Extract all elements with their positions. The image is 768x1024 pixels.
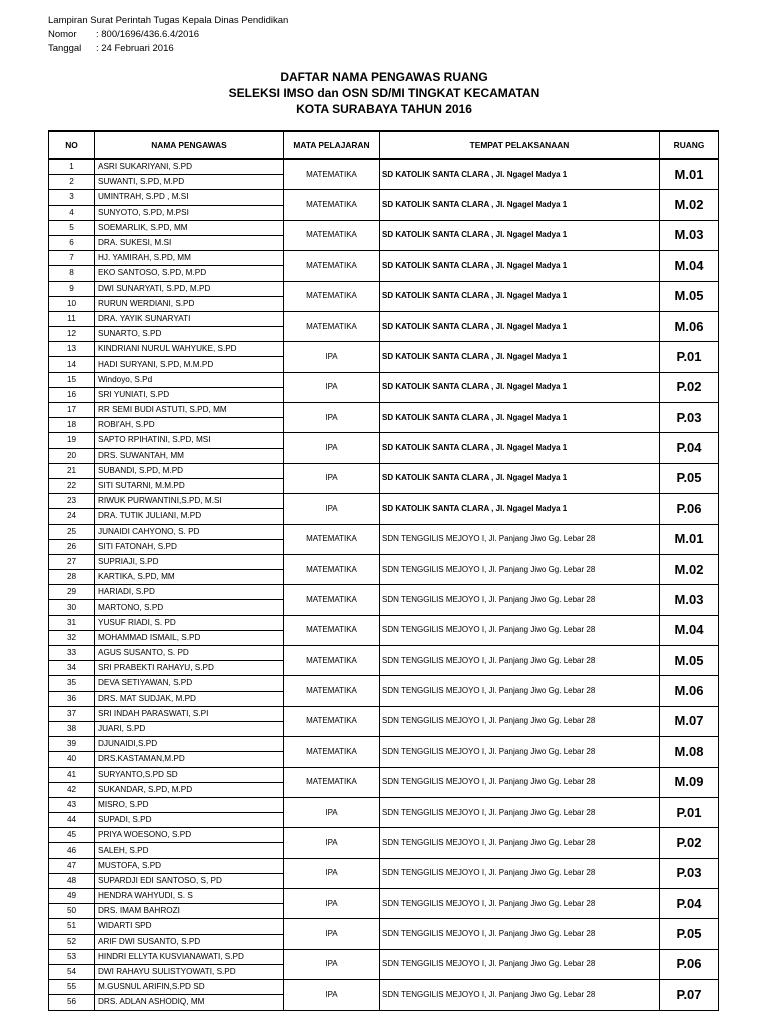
row-number: 43 [49,797,95,812]
tempat-pelaksanaan: SD KATOLIK SANTA CLARA , Jl. Ngagel Madya 1 [380,190,660,220]
ruang-code: P.05 [660,919,719,949]
pengawas-name: DRS. SUWANTAH, MM [95,448,284,463]
row-number: 20 [49,448,95,463]
row-number: 39 [49,737,95,752]
row-number: 8 [49,266,95,281]
row-number: 30 [49,600,95,615]
lampiran-text: Lampiran Surat Perintah Tugas Kepala Dinas Pendidikan [48,15,289,26]
row-number: 53 [49,949,95,964]
pengawas-name: JUARI, S.PD [95,721,284,736]
tempat-pelaksanaan: SDN TENGGILIS MEJOYO I, Jl. Panjang Jiwo Gg. Lebar 28 [380,646,660,676]
ruang-code: M.07 [660,706,719,736]
row-number: 14 [49,357,95,372]
mata-pelajaran: IPA [284,919,380,949]
pengawas-name: SRI PRABEKTI RAHAYU, S.PD [95,661,284,676]
table-row [49,767,719,782]
mata-pelajaran: MATEMATIKA [284,676,380,706]
row-number: 13 [49,342,95,357]
row-number: 52 [49,934,95,949]
row-number: 47 [49,858,95,873]
row-number: 35 [49,676,95,691]
pengawas-name: PRIYA WOESONO, S.PD [95,828,284,843]
tempat-pelaksanaan: SD KATOLIK SANTA CLARA , Jl. Ngagel Madya 1 [380,494,660,524]
pengawas-name: HINDRI ELLYTA KUSVIANAWATI, S.PD [95,949,284,964]
tempat-pelaksanaan: SD KATOLIK SANTA CLARA , Jl. Ngagel Madya 1 [380,463,660,493]
header-nama: NAMA PENGAWAS [95,131,284,159]
pengawas-name: HENDRA WAHYUDI, S. S [95,889,284,904]
tempat-pelaksanaan: SDN TENGGILIS MEJOYO I, Jl. Panjang Jiwo Gg. Lebar 28 [380,889,660,919]
header-no: NO [49,131,95,159]
row-number: 46 [49,843,95,858]
ruang-code: M.04 [660,251,719,281]
mata-pelajaran: IPA [284,980,380,1010]
pengawas-name: WIDARTI SPD [95,919,284,934]
tempat-pelaksanaan: SDN TENGGILIS MEJOYO I, Jl. Panjang Jiwo Gg. Lebar 28 [380,828,660,858]
pengawas-name: SURYANTO,S.PD SD [95,767,284,782]
mata-pelajaran: IPA [284,889,380,919]
tempat-pelaksanaan: SDN TENGGILIS MEJOYO I, Jl. Panjang Jiwo Gg. Lebar 28 [380,554,660,584]
row-number: 18 [49,418,95,433]
pengawas-name: Windoyo, S.Pd [95,372,284,387]
table-header-row [49,131,719,159]
mata-pelajaran: MATEMATIKA [284,281,380,311]
row-number: 55 [49,980,95,995]
row-number: 5 [49,220,95,235]
table-row [49,463,719,478]
mata-pelajaran: MATEMATIKA [284,646,380,676]
ruang-code: M.02 [660,190,719,220]
pengawas-name: SUPADI, S.PD [95,813,284,828]
ruang-code: M.09 [660,767,719,797]
row-number: 3 [49,190,95,205]
pengawas-name: ASRI SUKARIYANI, S.PD [95,159,284,175]
row-number: 2 [49,175,95,190]
pengawas-name: DEVA SETIYAWAN, S.PD [95,676,284,691]
pengawas-name: DRA. TUTIK JULIANI, M.PD [95,509,284,524]
document-title [0,69,768,117]
ruang-code: M.06 [660,311,719,341]
row-number: 28 [49,570,95,585]
pengawas-name: HJ. YAMIRAH, S.PD, MM [95,251,284,266]
ruang-code: M.03 [660,220,719,250]
title-line-1: DAFTAR NAMA PENGAWAS RUANG [280,70,488,84]
pengawas-name: JUNAIDI CAHYONO, S. PD [95,524,284,539]
table-body [49,159,719,1010]
table-row [49,311,719,326]
tempat-pelaksanaan: SDN TENGGILIS MEJOYO I, Jl. Panjang Jiwo Gg. Lebar 28 [380,524,660,554]
tempat-pelaksanaan: SD KATOLIK SANTA CLARA , Jl. Ngagel Madya 1 [380,159,660,190]
pengawas-name: SRI YUNIATI, S.PD [95,387,284,402]
pengawas-name: SUNARTO, S.PD [95,327,284,342]
table-row [49,797,719,812]
pengawas-name: ROBI'AH, S.PD [95,418,284,433]
row-number: 22 [49,478,95,493]
pengawas-name: M.GUSNUL ARIFIN,S.PD SD [95,980,284,995]
row-number: 49 [49,889,95,904]
row-number: 42 [49,782,95,797]
pengawas-name: ARIF DWI SUSANTO, S.PD [95,934,284,949]
nomor-value: : 800/1696/436.6.4/2016 [96,29,200,40]
ruang-code: M.03 [660,585,719,615]
mata-pelajaran: IPA [284,949,380,979]
pengawas-name: SUNYOTO, S.PD, M.PSI [95,205,284,220]
pengawas-name: SUPRIAJI, S.PD [95,554,284,569]
tempat-pelaksanaan: SD KATOLIK SANTA CLARA , Jl. Ngagel Madya 1 [380,281,660,311]
row-number: 15 [49,372,95,387]
ruang-code: P.06 [660,494,719,524]
tempat-pelaksanaan: SD KATOLIK SANTA CLARA , Jl. Ngagel Madya 1 [380,372,660,402]
tanggal-label: Tanggal [48,43,82,54]
row-number: 34 [49,661,95,676]
ruang-code: M.02 [660,554,719,584]
ruang-code: M.05 [660,281,719,311]
mata-pelajaran: IPA [284,463,380,493]
tempat-pelaksanaan: SDN TENGGILIS MEJOYO I, Jl. Panjang Jiwo Gg. Lebar 28 [380,706,660,736]
table-row [49,190,719,205]
table-row [49,980,719,995]
ruang-code: P.02 [660,372,719,402]
ruang-code: M.05 [660,646,719,676]
row-number: 32 [49,630,95,645]
row-number: 21 [49,463,95,478]
pengawas-name: RR SEMI BUDI ASTUTI, S.PD, MM [95,403,284,418]
mata-pelajaran: IPA [284,403,380,433]
mata-pelajaran: IPA [284,797,380,827]
pengawas-name: DWI SUNARYATI, S.PD, M.PD [95,281,284,296]
mata-pelajaran: MATEMATIKA [284,767,380,797]
ruang-code: P.07 [660,980,719,1010]
mata-pelajaran: MATEMATIKA [284,585,380,615]
row-number: 10 [49,296,95,311]
mata-pelajaran: IPA [284,433,380,463]
row-number: 24 [49,509,95,524]
pengawas-name: EKO SANTOSO, S.PD, M.PD [95,266,284,281]
tempat-pelaksanaan: SD KATOLIK SANTA CLARA , Jl. Ngagel Madya 1 [380,220,660,250]
pengawas-name: DRS. ADLAN ASHODIQ, MM [95,995,284,1010]
pengawas-name: MUSTOFA, S.PD [95,858,284,873]
ruang-code: P.05 [660,463,719,493]
row-number: 11 [49,311,95,326]
pengawas-name: RIWUK PURWANTINI,S.PD, M.SI [95,494,284,509]
mata-pelajaran: MATEMATIKA [284,554,380,584]
tempat-pelaksanaan: SD KATOLIK SANTA CLARA , Jl. Ngagel Madya 1 [380,403,660,433]
pengawas-name: DWI RAHAYU SULISTYOWATI, S.PD [95,964,284,979]
table-row [49,220,719,235]
pengawas-name: AGUS SUSANTO, S. PD [95,646,284,661]
mata-pelajaran: IPA [284,494,380,524]
nomor-row [48,28,288,42]
mata-pelajaran: IPA [284,828,380,858]
row-number: 26 [49,539,95,554]
tempat-pelaksanaan: SD KATOLIK SANTA CLARA , Jl. Ngagel Madya 1 [380,342,660,372]
ruang-code: P.03 [660,858,719,888]
row-number: 33 [49,646,95,661]
pengawas-name: SALEH, S.PD [95,843,284,858]
row-number: 40 [49,752,95,767]
pengawas-name: SOEMARLIK, S.PD, MM [95,220,284,235]
pengawas-name: HARIADI, S.PD [95,585,284,600]
table-row [49,737,719,752]
row-number: 23 [49,494,95,509]
tanggal-row [48,42,288,56]
pengawas-name: DRA. SUKESI, M.SI [95,235,284,250]
table-row [49,159,719,175]
row-number: 41 [49,767,95,782]
row-number: 17 [49,403,95,418]
pengawas-name: DRA. YAYIK SUNARYATI [95,311,284,326]
ruang-code: M.08 [660,737,719,767]
pengawas-name: DJUNAIDI,S.PD [95,737,284,752]
table-row [49,342,719,357]
pengawas-name: SRI INDAH PARASWATI, S.PI [95,706,284,721]
mata-pelajaran: MATEMATIKA [284,737,380,767]
pengawas-name: DRS. IMAM BAHROZI [95,904,284,919]
table-row [49,676,719,691]
pengawas-name: UMINTRAH, S.PD , M.SI [95,190,284,205]
row-number: 44 [49,813,95,828]
pengawas-name: DRS.KASTAMAN,M.PD [95,752,284,767]
row-number: 7 [49,251,95,266]
tempat-pelaksanaan: SD KATOLIK SANTA CLARA , Jl. Ngagel Madya 1 [380,251,660,281]
mata-pelajaran: IPA [284,858,380,888]
table-row [49,706,719,721]
row-number: 54 [49,964,95,979]
row-number: 51 [49,919,95,934]
table-row [49,524,719,539]
table-row [49,646,719,661]
row-number: 19 [49,433,95,448]
row-number: 1 [49,159,95,175]
mata-pelajaran: MATEMATIKA [284,615,380,645]
pengawas-name: SITI SUTARNI, M.M.PD [95,478,284,493]
tempat-pelaksanaan: SDN TENGGILIS MEJOYO I, Jl. Panjang Jiwo Gg. Lebar 28 [380,676,660,706]
pengawas-name: SUPARDJI EDI SANTOSO, S, PD [95,873,284,888]
mata-pelajaran: MATEMATIKA [284,220,380,250]
header-ruang: RUANG [660,131,719,159]
title-line-3: KOTA SURABAYA TAHUN 2016 [296,102,472,116]
tempat-pelaksanaan: SD KATOLIK SANTA CLARA , Jl. Ngagel Madya 1 [380,433,660,463]
row-number: 56 [49,995,95,1010]
row-number: 12 [49,327,95,342]
table-row [49,281,719,296]
row-number: 37 [49,706,95,721]
table-row [49,949,719,964]
pengawas-name: HADI SURYANI, S.PD, M.M.PD [95,357,284,372]
table-row [49,858,719,873]
row-number: 50 [49,904,95,919]
letter-header [48,14,288,56]
row-number: 31 [49,615,95,630]
table-row [49,585,719,600]
row-number: 4 [49,205,95,220]
pengawas-name: RURUN WERDIANI, S.PD [95,296,284,311]
header-tempat: TEMPAT PELAKSANAAN [380,131,660,159]
mata-pelajaran: MATEMATIKA [284,190,380,220]
ruang-code: P.01 [660,342,719,372]
pengawas-name: SAPTO RPIHATINI, S.PD, MSI [95,433,284,448]
title-line-2: SELEKSI IMSO dan OSN SD/MI TINGKAT KECAMATAN [228,86,540,100]
row-number: 38 [49,721,95,736]
tempat-pelaksanaan: SDN TENGGILIS MEJOYO I, Jl. Panjang Jiwo Gg. Lebar 28 [380,797,660,827]
row-number: 45 [49,828,95,843]
pengawas-name: SITI FATONAH, S.PD [95,539,284,554]
table-row [49,615,719,630]
tempat-pelaksanaan: SDN TENGGILIS MEJOYO I, Jl. Panjang Jiwo Gg. Lebar 28 [380,737,660,767]
mata-pelajaran: MATEMATIKA [284,311,380,341]
ruang-code: P.06 [660,949,719,979]
pengawas-name: YUSUF RIADI, S. PD [95,615,284,630]
table-row [49,554,719,569]
ruang-code: M.04 [660,615,719,645]
table-row [49,372,719,387]
ruang-code: P.02 [660,828,719,858]
tempat-pelaksanaan: SDN TENGGILIS MEJOYO I, Jl. Panjang Jiwo Gg. Lebar 28 [380,919,660,949]
nomor-label: Nomor [48,29,77,40]
table-row [49,251,719,266]
row-number: 9 [49,281,95,296]
tempat-pelaksanaan: SD KATOLIK SANTA CLARA , Jl. Ngagel Madya 1 [380,311,660,341]
tanggal-value: : 24 Februari 2016 [96,43,174,54]
tempat-pelaksanaan: SDN TENGGILIS MEJOYO I, Jl. Panjang Jiwo Gg. Lebar 28 [380,585,660,615]
tempat-pelaksanaan: SDN TENGGILIS MEJOYO I, Jl. Panjang Jiwo Gg. Lebar 28 [380,980,660,1010]
row-number: 36 [49,691,95,706]
pengawas-table [48,130,719,1011]
table-row [49,403,719,418]
pengawas-name: SUWANTI, S.PD, M.PD [95,175,284,190]
row-number: 16 [49,387,95,402]
row-number: 27 [49,554,95,569]
pengawas-name: SUBANDI, S.PD, M.PD [95,463,284,478]
table-row [49,494,719,509]
tempat-pelaksanaan: SDN TENGGILIS MEJOYO I, Jl. Panjang Jiwo Gg. Lebar 28 [380,858,660,888]
ruang-code: P.04 [660,889,719,919]
mata-pelajaran: MATEMATIKA [284,524,380,554]
ruang-code: M.01 [660,524,719,554]
table-row [49,889,719,904]
header-mapel: MATA PELAJARAN [284,131,380,159]
pengawas-name: MISRO, S.PD [95,797,284,812]
tempat-pelaksanaan: SDN TENGGILIS MEJOYO I, Jl. Panjang Jiwo Gg. Lebar 28 [380,767,660,797]
row-number: 6 [49,235,95,250]
ruang-code: M.06 [660,676,719,706]
tempat-pelaksanaan: SDN TENGGILIS MEJOYO I, Jl. Panjang Jiwo Gg. Lebar 28 [380,949,660,979]
tempat-pelaksanaan: SDN TENGGILIS MEJOYO I, Jl. Panjang Jiwo Gg. Lebar 28 [380,615,660,645]
ruang-code: P.03 [660,403,719,433]
row-number: 48 [49,873,95,888]
pengawas-name: KARTIKA, S.PD, MM [95,570,284,585]
mata-pelajaran: MATEMATIKA [284,251,380,281]
pengawas-name: SUKANDAR, S.PD, M.PD [95,782,284,797]
pengawas-name: MARTONO, S.PD [95,600,284,615]
mata-pelajaran: MATEMATIKA [284,706,380,736]
mata-pelajaran: MATEMATIKA [284,159,380,190]
row-number: 29 [49,585,95,600]
mata-pelajaran: IPA [284,372,380,402]
table-row [49,919,719,934]
table-row [49,433,719,448]
ruang-code: M.01 [660,159,719,190]
ruang-code: P.04 [660,433,719,463]
pengawas-name: KINDRIANI NURUL WAHYUKE, S.PD [95,342,284,357]
pengawas-name: DRS. MAT SUDJAK, M.PD [95,691,284,706]
table-row [49,828,719,843]
row-number: 25 [49,524,95,539]
pengawas-name: MOHAMMAD ISMAIL, S.PD [95,630,284,645]
ruang-code: P.01 [660,797,719,827]
mata-pelajaran: IPA [284,342,380,372]
